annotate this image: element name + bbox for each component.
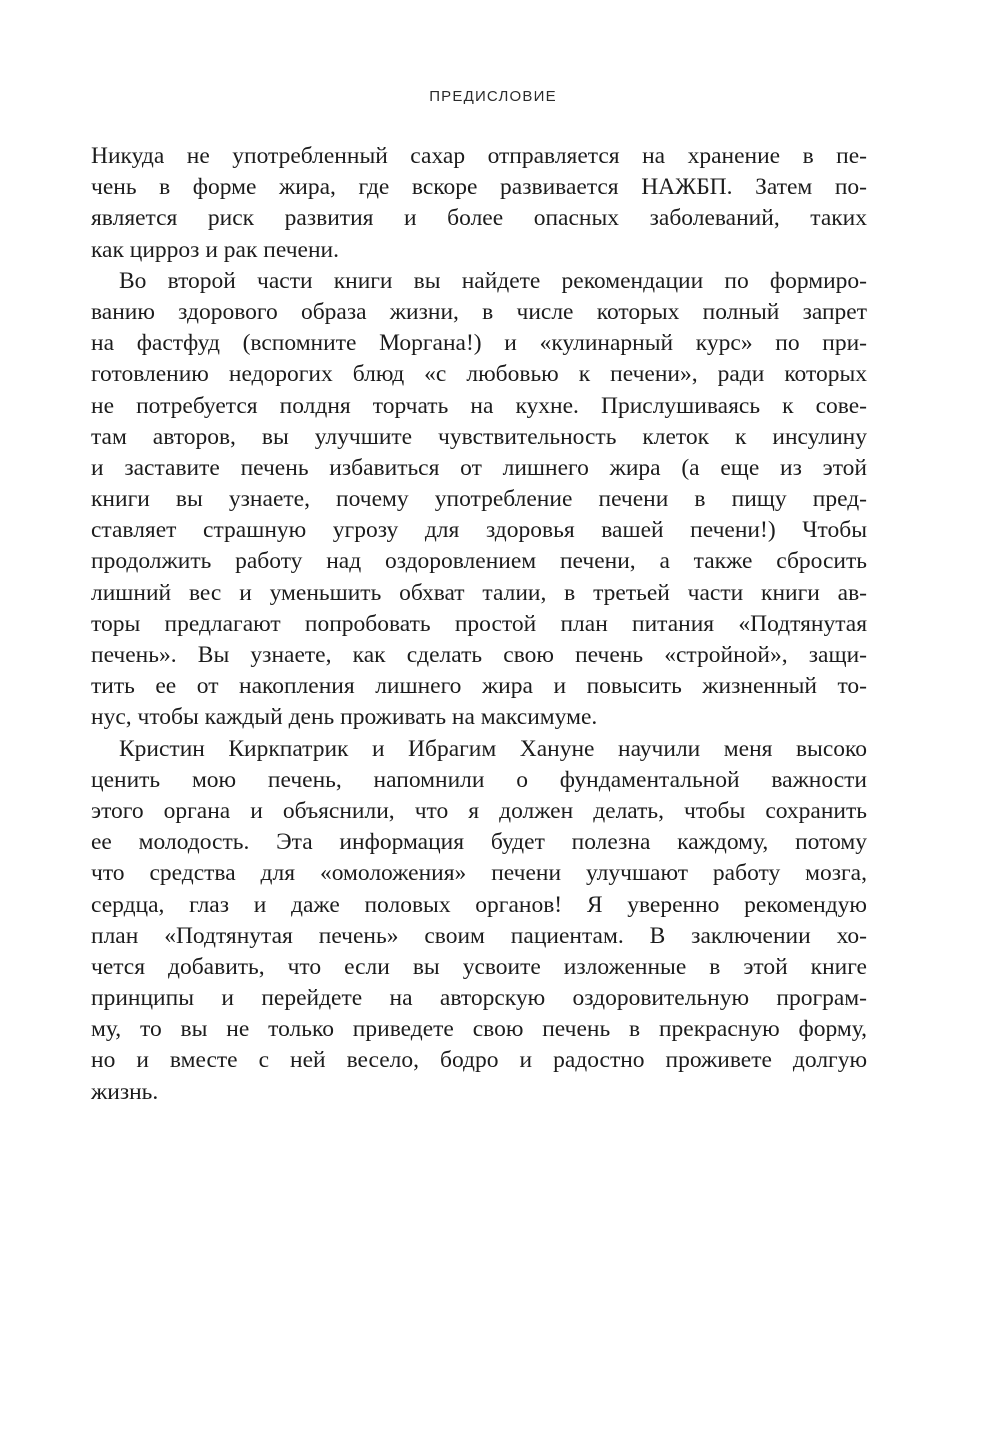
text-line: ценить мою печень, напомнили о фундаментальной важности [91,766,867,793]
text-line: ее молодость. Эта информация будет полезна каждому, потому [91,829,867,856]
text-line: на фастфуд (вспомните Моргана!) и «кулинарный курс» по при- [91,330,867,357]
text-line: сердца, глаз и даже половых органов! Я уверенно рекомендую [91,891,867,918]
text-line: готовлению недорогих блюд «с любовью к печени», ради которых [91,361,867,388]
text-line: чень в форме жира, где вскоре развивается НАЖБП. Затем по- [91,174,867,201]
text-line: не потребуется полдня торчать на кухне. Прислушиваясь к сове- [91,392,867,419]
text-line: ванию здорового образа жизни, в числе которых полный запрет [91,298,867,325]
text-line: план «Подтянутая печень» своим пациентам. В заключении хо- [91,922,867,949]
text-line: что средства для «омоложения» печени улучшают работу мозга, [91,860,867,887]
text-line: как цирроз и рак печени. [91,236,339,263]
text-line: там авторов, вы улучшите чувствительность клеток к инсулину [91,423,867,450]
text-line: и заставите печень избавиться от лишнего жира (а еще из этой [91,454,867,481]
text-line: книги вы узнаете, почему употребление печени в пищу пред- [91,486,867,513]
text-line: нус, чтобы каждый день проживать на максимуме. [91,704,598,731]
text-line: торы предлагают попробовать простой план питания «Подтянутая [91,610,867,637]
text-line: продолжить работу над оздоровлением печени, а также сбросить [91,548,867,575]
text-line: чется добавить, что если вы усвоите изложенные в этой книге [91,953,867,980]
text-line: является риск развития и более опасных заболеваний, таких [91,205,867,232]
paragraph [91,266,867,734]
text-line: тить ее от накопления лишнего жира и повысить жизненный то- [91,673,867,700]
text-line: ставляет страшную угрозу для здоровья вашей печени!) Чтобы [91,517,867,544]
text-line: Никуда не употребленный сахар отправляется на хранение в пе- [91,143,867,169]
text-line: этого органа и объяснили, что я должен делать, чтобы сохранить [91,797,867,824]
paragraph [91,141,867,266]
text-line: принципы и перейдете на авторскую оздоровительную програм- [91,985,867,1012]
body-text [91,141,867,1108]
paragraph [91,734,867,1108]
text-line: лишний вес и уменьшить обхват талии, в третьей части книги ав- [91,579,867,606]
text-line: печень». Вы узнаете, как сделать свою печень «стройной», защи- [91,642,867,668]
text-line: му, то вы не только приведете свою печень в прекрасную форму, [91,1016,867,1043]
text-line: Кристин Киркпатрик и Ибрагим Хануне научили меня высоко [119,735,867,762]
text-line: Во второй части книги вы найдете рекомендации по формиро- [119,267,867,294]
text-line: жизнь. [91,1078,159,1105]
running-header: ПРЕДИСЛОВИЕ [429,88,557,105]
text-line: но и вместе с ней весело, бодро и радостно проживете долгую [91,1047,867,1074]
